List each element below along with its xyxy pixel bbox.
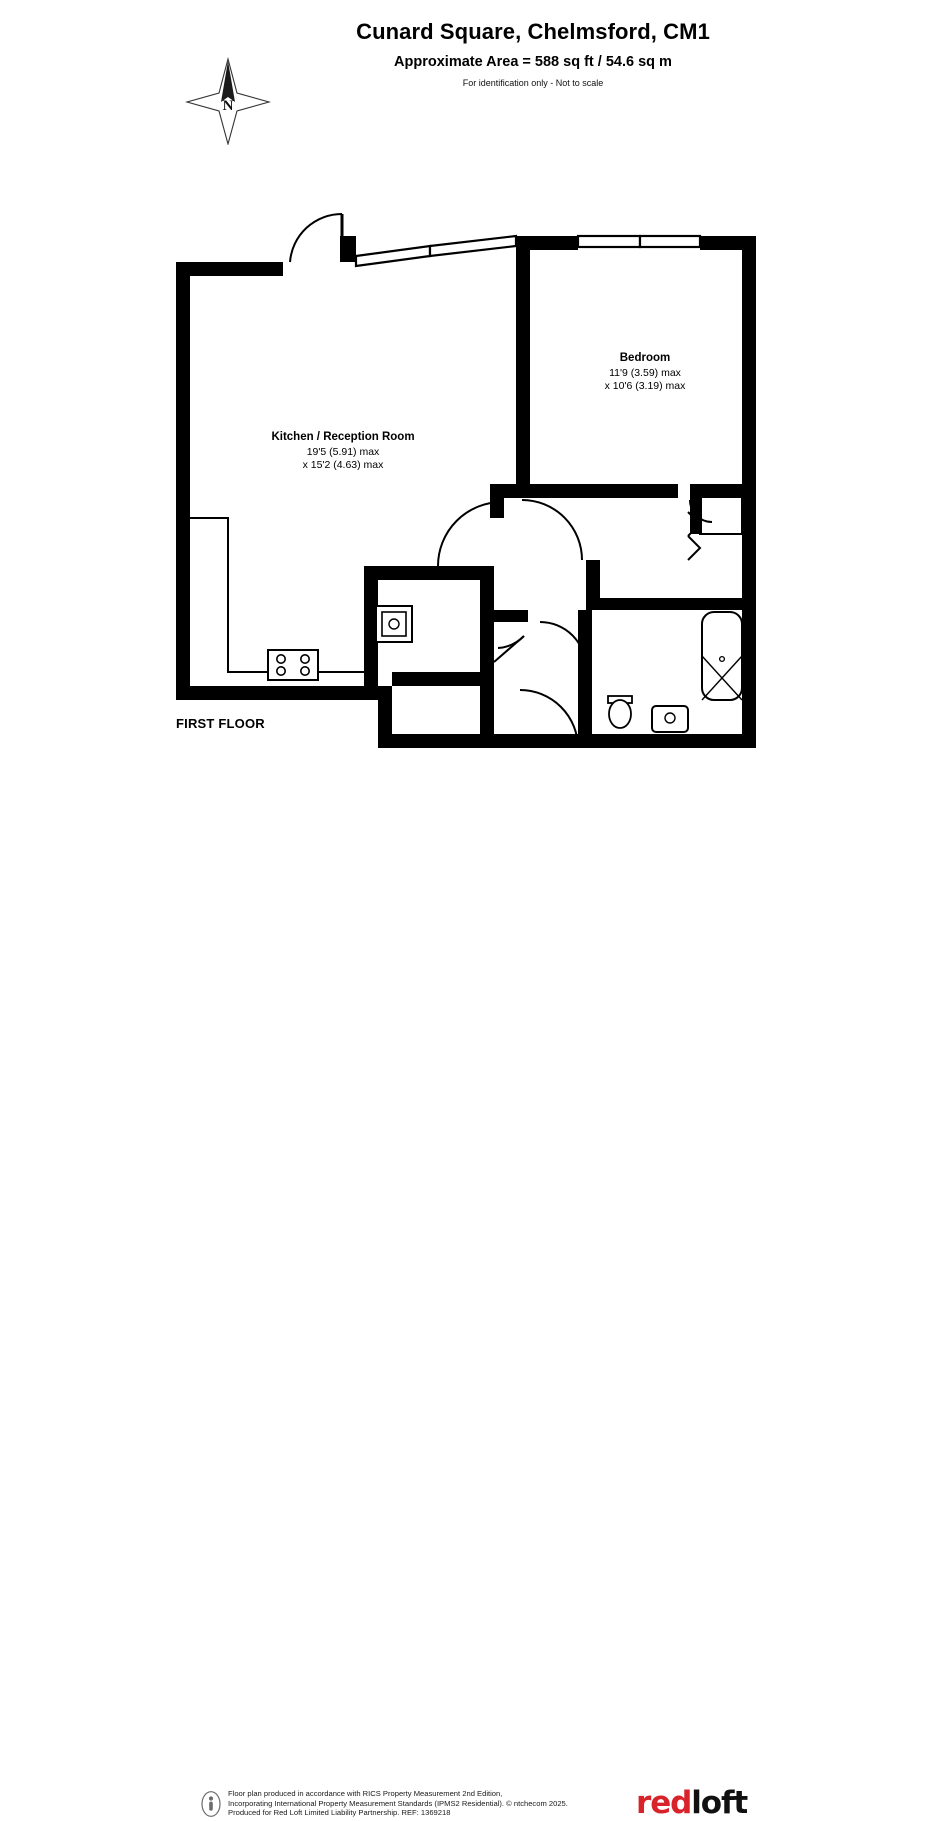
footer-line-1: Floor plan produced in accordance with RICS Property Measurement 2nd Edition, [228, 1789, 503, 1798]
fixture-utility-appliance [376, 606, 412, 642]
room-dimension-2: x 10'6 (3.19) max [604, 380, 686, 392]
footer-line-2: Incorporating International Property Measurement Standards (IPMS2 Residential). © ntchecom 2025. [228, 1798, 568, 1808]
room-dimension-2: x 15'2 (4.63) max [302, 459, 384, 471]
room-label-bedroom [540, 352, 750, 393]
fixture-toilet [608, 696, 632, 728]
compass-north-label: N [222, 98, 234, 114]
redloft-logo [636, 1785, 747, 1821]
brand-red: red [636, 1785, 692, 1821]
kitchen-units [190, 518, 364, 672]
disclaimer-text: For identification only - Not to scale [462, 78, 604, 88]
room-label-kitchen-reception [233, 431, 453, 472]
room-name: Kitchen / Reception Room [271, 431, 415, 443]
footer-legal-text [228, 1789, 608, 1818]
brand-loft: loft [691, 1785, 748, 1821]
room-dimension-1: 11'9 (3.59) max [609, 367, 681, 379]
fixture-bath [702, 612, 742, 700]
area-summary: Approximate Area = 588 sq ft / 54.6 sq m [394, 54, 672, 70]
room-dimension-1: 19'5 (5.91) max [306, 446, 380, 458]
page-title: Cunard Square, Chelmsford, CM1 [356, 19, 710, 44]
fixture-hob [268, 650, 318, 680]
footer-line-3: Produced for Red Loft Limited Liability Partnership. REF: 1369218 [228, 1808, 451, 1818]
plan-footer [0, 892, 945, 1821]
info-person-icon [201, 1791, 221, 1817]
floor-level-label: FIRST FLOOR [176, 716, 265, 731]
fixture-washbasin [652, 706, 688, 732]
room-name: Bedroom [619, 352, 671, 364]
